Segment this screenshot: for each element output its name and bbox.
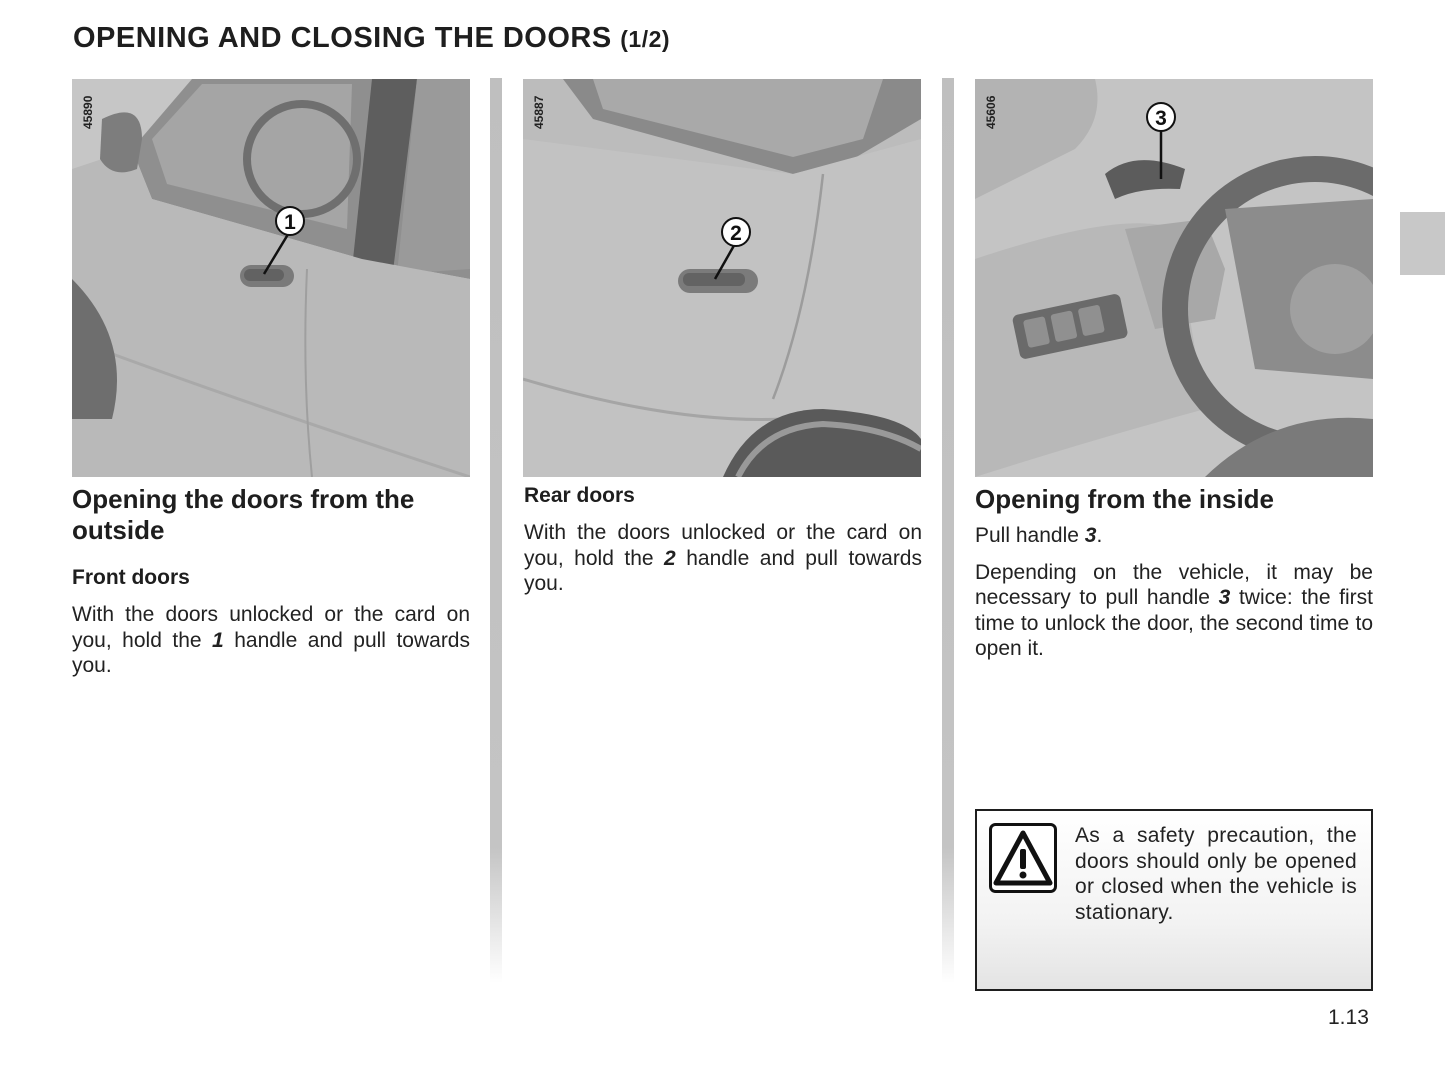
front-door-illustration xyxy=(72,79,470,477)
twice-text-a: Depending on the vehicle, it may be necessary to pull handle xyxy=(975,560,1373,609)
page-number: 1.13 xyxy=(1328,1006,1369,1029)
front-doors-ref: 1 xyxy=(212,628,224,652)
safety-warning-text: As a safety precaution, the doors should only be opened or closed when the vehicle is stationary. xyxy=(1075,824,1357,924)
column-outside xyxy=(72,484,470,679)
figure-2-callout: 2 xyxy=(730,222,742,245)
subheading-rear-doors: Rear doors xyxy=(524,484,635,507)
safety-warning-box xyxy=(975,809,1373,991)
column-rear xyxy=(524,484,922,597)
heading-opening-inside: Opening from the inside xyxy=(975,484,1275,514)
twice-ref: 3 xyxy=(1218,586,1231,609)
section-tab xyxy=(1400,212,1445,275)
figure-rear-door xyxy=(523,79,921,477)
pull-handle-text-b: . xyxy=(1096,524,1103,547)
figure-1-code: 45890 xyxy=(81,95,95,129)
figure-front-door xyxy=(72,79,470,477)
column-inside xyxy=(975,484,1373,662)
column-divider-1 xyxy=(490,78,502,983)
rear-doors-ref: 2 xyxy=(664,546,676,570)
rear-doors-text-b: handle and pull towards you. xyxy=(524,546,922,595)
page-title-part: (1/2) xyxy=(620,26,671,52)
paragraph-pull-handle xyxy=(975,523,1373,549)
subheading-front-doors: Front doors xyxy=(72,566,190,589)
paragraph-front-doors xyxy=(72,602,470,679)
column-divider-2 xyxy=(942,78,954,983)
figure-3-callout: 3 xyxy=(1155,107,1167,130)
figure-interior-handle xyxy=(975,79,1373,477)
figure-3-code: 45606 xyxy=(984,95,998,129)
rear-door-illustration xyxy=(523,79,921,477)
heading-opening-outside: Opening the doors from the outside xyxy=(72,484,415,545)
pull-handle-ref: 3 xyxy=(1084,524,1097,547)
front-doors-text-a: With the doors unlocked or the card on you, hold the xyxy=(72,603,470,652)
pull-handle-text-a: Pull handle xyxy=(975,524,1085,547)
page-title-text: OPENING AND CLOSING THE DOORS xyxy=(73,22,612,54)
front-doors-text-b: handle and pull towards you. xyxy=(72,628,470,677)
figure-2-code: 45887 xyxy=(532,95,546,129)
warning-triangle-icon xyxy=(989,823,1057,893)
rear-doors-text-a: With the doors unlocked or the card on you, hold the xyxy=(524,521,922,570)
figure-1-callout: 1 xyxy=(284,211,296,234)
paragraph-rear-doors xyxy=(524,520,922,597)
paragraph-twice xyxy=(975,560,1373,662)
page-title xyxy=(73,22,670,55)
interior-door-illustration xyxy=(975,79,1373,477)
twice-text-b: twice: the first time to unlock the door, the second time to open it. xyxy=(975,586,1373,660)
